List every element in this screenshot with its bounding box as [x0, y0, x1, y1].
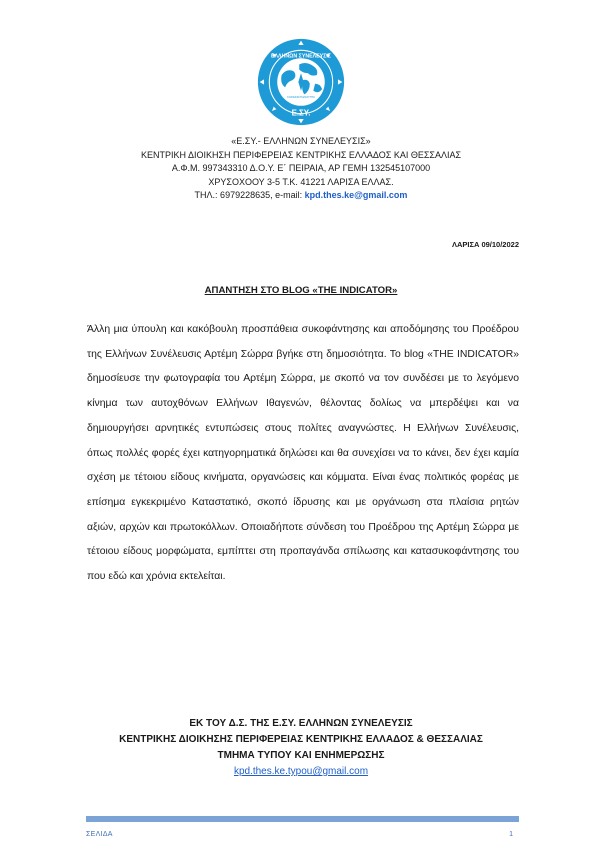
org-name: «Ε.ΣΥ.- ΕΛΛΗΝΩΝ ΣΥΝΕΛΕΥΣΙΣ» — [231, 136, 371, 146]
organization-logo — [257, 38, 345, 126]
phone: ΤΗΛ.: 6979228635, e-mail: — [194, 190, 305, 200]
signature-block — [0, 716, 602, 780]
body-paragraph: Άλλη μια ύπουλη και κακόβουλη προσπάθεια συκοφάντησης και αποδόμησης του Προέδρου της Ελλήνων Συνέλευσις Αρτέμη Σώρρα βγήκε στη δημοσιότητα. Το blog «THE INDICATOR» δημοσίευσε την φωτογραφία του Αρτέμη Σώρρα, με σκοπό να τον συνδέσει με το λεγόμενο κίνημα των αυτοχθόνων Ελλήνων Ιθαγενών, θέλοντας δολίως να μπερδέψει και να δημιουργήσει αρνητικές εντυπώσεις στους πολίτες αναγνώστες. Η Ελλήνων Συνέλευσις, όπως πολλές φορές έχει κατηγορηματικά δηλώσει και θα συνεχίσει να το κάνει, δεν έχει καμία σχέση με τέτοιου είδους κινήματα, οργανώσεις και κόμματα. Είναι ένας πολιτικός φορέας με επίσημα εγκεκριμένο Καταστατικό, σκοπό ίδρυσης και με οργάνωση στα πλαίσια ρητών αξιών, αρχών και πρωτοκόλλων. Οποιαδήποτε σύνδεση του Προέδρου της Αρτέμη Σώρρα με τέτοιου είδους μορφώματα, εμπίπτει στη προπαγάνδα σπίλωσης και κατασυκοφάντησης του που εδώ και χρόνια εκτελείται. — [87, 324, 519, 583]
footer-page-label: ΣΕΛΙΔΑ — [86, 831, 113, 838]
letterhead — [0, 135, 602, 203]
footer-page-number: 1 — [509, 831, 513, 838]
tax-info: Α.Φ.Μ. 997343310 Δ.Ο.Υ. Ε΄ ΠΕΙΡΑΙΑ, ΑΡ ΓΕΜΗ 132545107000 — [171, 163, 431, 173]
signature-line-1: ΕΚ ΤΟΥ Δ.Σ. ΤΗΣ Ε.ΣΥ. ΕΛΛΗΝΩΝ ΣΥΝΕΛΕΥΣΙΣ — [189, 718, 413, 729]
document-title: ΑΠΑΝΤΗΣΗ ΣΤΟ BLOG «THE INDICATOR» — [204, 285, 398, 296]
signature-line-3: ΤΜΗΜΑ ΤΥΠΟΥ ΚΑΙ ΕΝΗΜΕΡΩΣΗΣ — [217, 750, 385, 761]
org-division: ΚΕΝΤΡΙΚΗ ΔΙΟΙΚΗΣΗ ΠΕΡΙΦΕΡΕΙΑΣ ΚΕΝΤΡΙΚΗΣ ΕΛΛΑΔΟΣ ΚΑΙ ΘΕΣΣΑΛΙΑΣ — [140, 149, 462, 160]
contact-line — [0, 189, 602, 203]
document-date: ΛΑΡΙΣΑ 09/10/2022 — [451, 240, 519, 249]
signature-line-2: ΚΕΝΤΡΙΚΗΣ ΔΙΟΙΚΗΣΗΣ ΠΕΡΙΦΕΡΕΙΑΣ ΚΕΝΤΡΙΚΗΣ ΕΛΛΑΔΟΣ & ΘΕΣΣΑΛΙΑΣ — [119, 734, 483, 745]
header-email-link[interactable]: kpd.thes.ke@gmail.com — [304, 190, 408, 200]
address: ΧΡΥΣΟΧΟΟΥ 3-5 Τ.Κ. 41221 ΛΑΡΙΣΑ ΕΛΛΑΣ. — [208, 176, 394, 187]
signature-email-link[interactable]: kpd.thes.ke.typou@gmail.com — [233, 766, 369, 777]
footer-bar — [86, 816, 519, 822]
logo-bottom-text: Ε.ΣΥ. — [291, 108, 311, 118]
logo-inner-text: ΚΟΙΝΩΝΙΚΗ ΕΝΟΤΗΤΑ — [287, 95, 315, 99]
logo-top-text: ΕΛΛΗΝΩΝ ΣΥΝΕΛΕΥΣΙΣ — [271, 53, 331, 60]
